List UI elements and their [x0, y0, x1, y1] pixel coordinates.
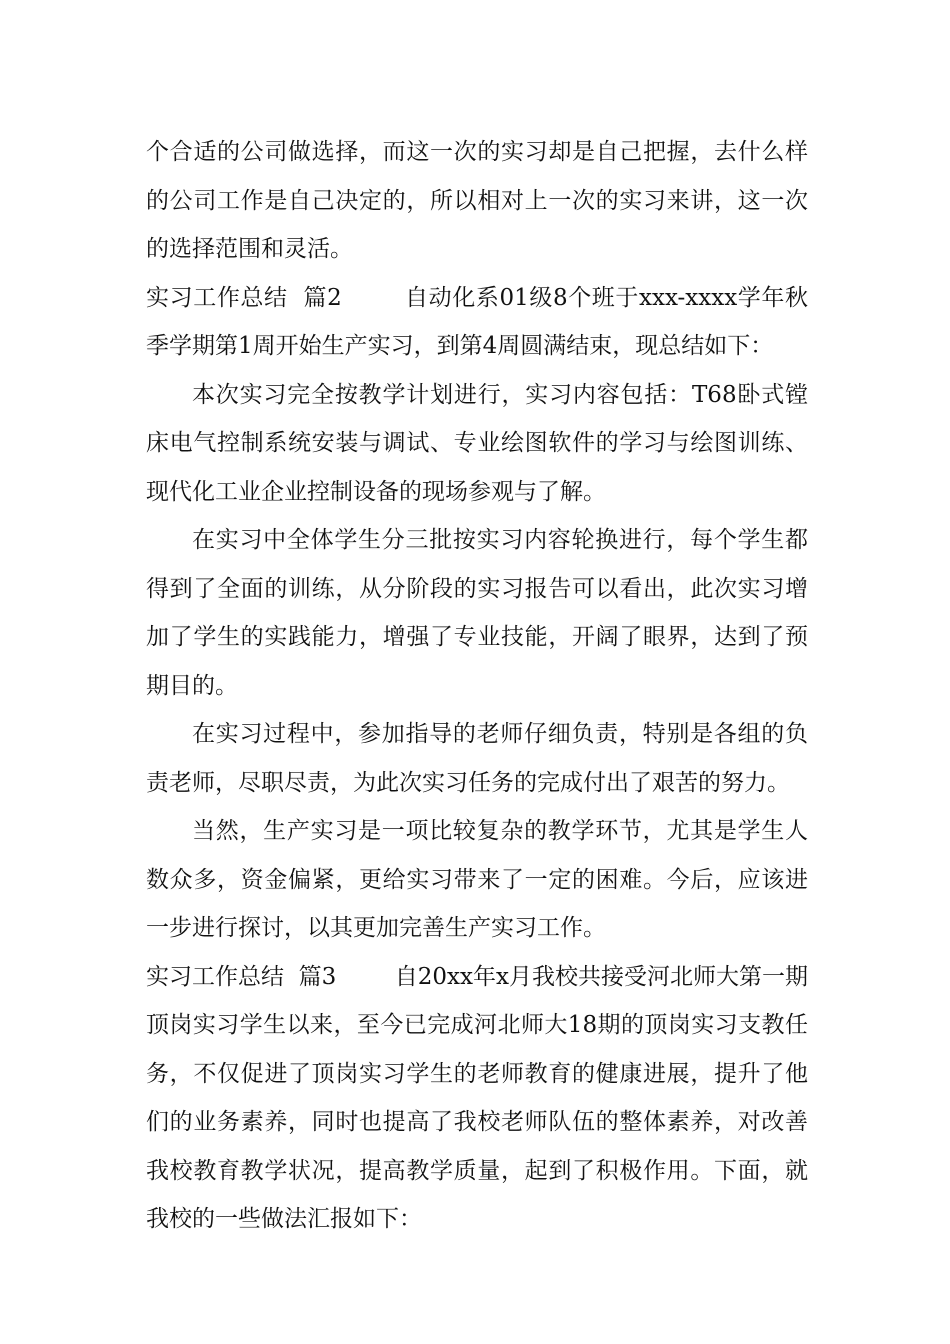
paragraph-7-heading: 实习工作总结 篇3 自20xx年x月我校共接受河北师大第一期顶岗实习学生以来，至今已完成河北师大18期的顶岗实习支教任务，不仅促进了顶岗实习学生的老师教育的健康进展，提升了他们的业务素养，同时也提高了我校老师队伍的整体素养，对改善我校教育教学状况，提高教学质量，起到了积极作用。下面，就我校的一些做法汇报如下：: [146, 963, 808, 1232]
paragraph-1: 个合适的公司做选择，而这一次的实习却是自己把握，去什么样的公司工作是自己决定的，所以相对上一次的实习来讲，这一次的选择范围和灵活。: [146, 139, 808, 262]
paragraph-2-heading: 实习工作总结 篇2 自动化系01级8个班于xxx-xxxx学年秋季学期第1周开始生产实习，到第4周圆满结束，现总结如下：: [146, 284, 808, 359]
paragraph-5: 在实习过程中，参加指导的老师仔细负责，特别是各组的负责老师，尽职尽责，为此次实习任务的完成付出了艰苦的努力。: [146, 721, 808, 796]
document-body: [146, 128, 808, 1244]
paragraph-6: 当然，生产实习是一项比较复杂的教学环节，尤其是学生人数众多，资金偏紧，更给实习带来了一定的困难。今后，应该进一步进行探讨，以其更加完善生产实习工作。: [146, 818, 808, 941]
paragraph-3: 本次实习完全按教学计划进行，实习内容包括：T68卧式镗床电气控制系统安装与调试、专业绘图软件的学习与绘图训练、现代化工业企业控制设备的现场参观与了解。: [146, 381, 808, 505]
paragraph-4: 在实习中全体学生分三批按实习内容轮换进行，每个学生都得到了全面的训练，从分阶段的实习报告可以看出，此次实习增加了学生的实践能力，增强了专业技能，开阔了眼界，达到了预期目的。: [146, 527, 808, 699]
